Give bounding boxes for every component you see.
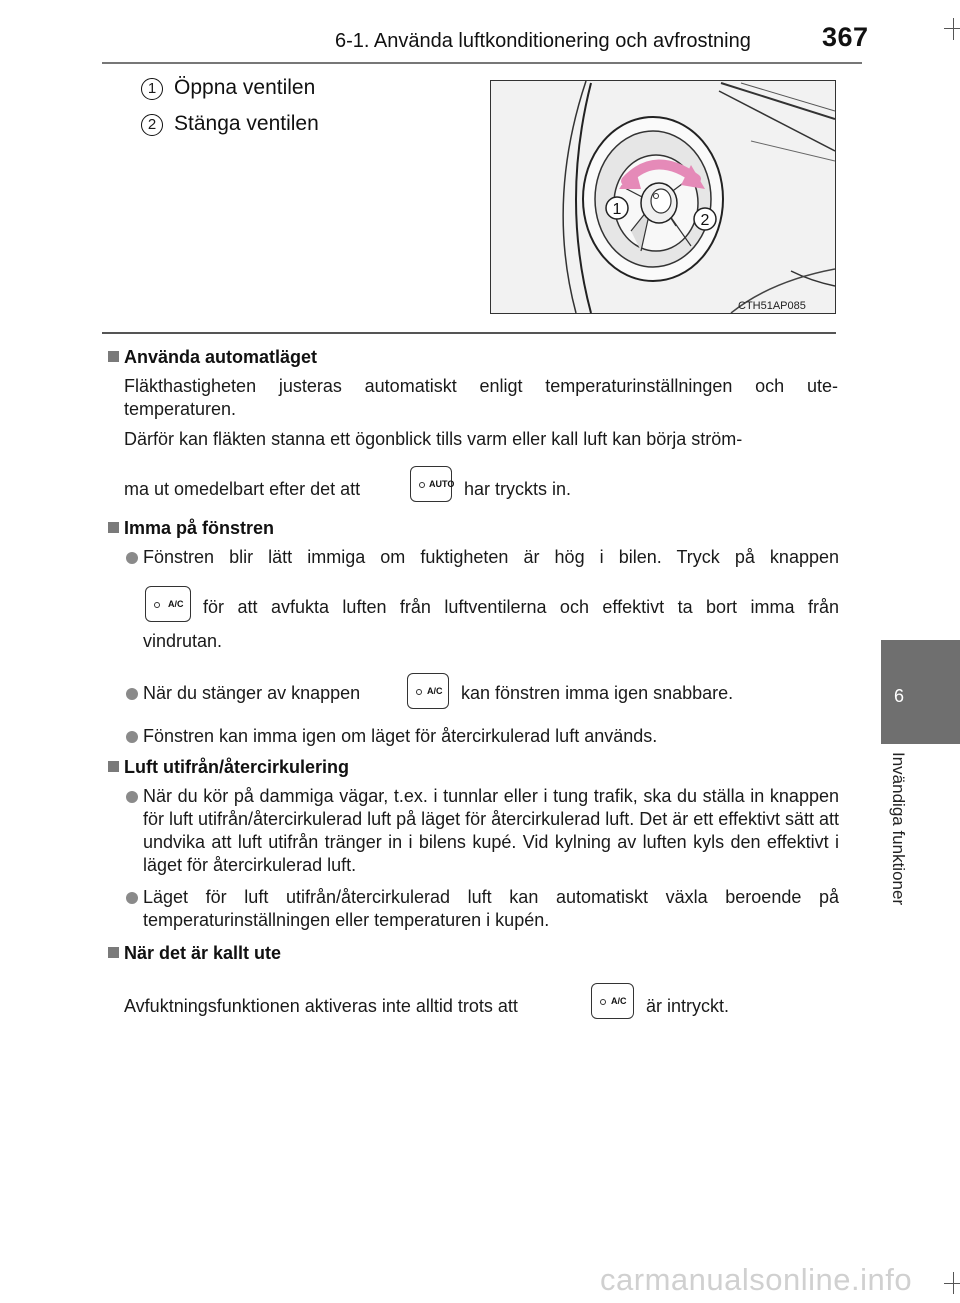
legend-close-vent: Stänga ventilen	[174, 112, 319, 135]
fog-bullet1-line3: vindrutan.	[143, 631, 223, 651]
square-bullet-icon	[108, 761, 119, 772]
crop-mark	[944, 1283, 960, 1284]
auto-button-icon: AUTO	[410, 466, 452, 502]
fog-bullet1-line2: för att avfukta luften från luftventilerna och effektivt ta bort imma från	[203, 597, 839, 617]
legend-badge-1: 1	[141, 78, 163, 100]
heading-fog: Imma på fönstren	[108, 518, 274, 539]
crop-mark	[953, 18, 954, 40]
section-title: 6-1. Använda luftkonditionering och avfrostning	[335, 30, 751, 52]
fog-bullet3-text: Fönstren kan imma igen om läget för återcirkulerad luft används.	[143, 726, 658, 746]
ac-button-icon: A/C	[407, 673, 449, 709]
recirc-bullet2-text: Läget för luft utifrån/återcirkulerad luft kan automatiskt växla beroende på temperaturinställningen eller temperaturen i kupén.	[143, 887, 839, 930]
vent-drawing	[491, 81, 835, 313]
recirc-bullet1-text: När du kör på dammiga vägar, t.ex. i tunnlar eller i tung trafik, ska du ställa in knappen för luft utifrån/återcirkulerad luft på läget för återcirkulerad luft. Det är ett effektivt sätt att undvika att luft utifrån tränger in i bilens kupé. Vid kylning av luften kyls den effektivt i läget för återcirkulerad luft.	[143, 786, 839, 875]
bullet-icon	[126, 731, 138, 743]
heading-auto-mode: Använda automatläget	[108, 347, 317, 368]
section-rule	[102, 332, 836, 334]
auto-mode-para2: Därför kan fläkten stanna ett ögonblick tills varm eller kall luft kan börja ström-	[124, 429, 743, 449]
square-bullet-icon	[108, 351, 119, 362]
header-rule	[102, 62, 862, 64]
figure-callout-1: 1	[612, 201, 622, 218]
legend-badge-2: 2	[141, 114, 163, 136]
auto-mode-para2-line2: ma ut omedelbart efter det att	[124, 479, 361, 499]
page-number: 367	[822, 22, 869, 52]
bullet-icon	[126, 688, 138, 700]
vent-illustration	[490, 80, 836, 314]
chapter-number: 6	[893, 686, 904, 706]
bullet-icon	[126, 552, 138, 564]
bullet-icon	[126, 791, 138, 803]
square-bullet-icon	[108, 947, 119, 958]
cold-text: Avfuktningsfunktionen aktiveras inte alltid trots att	[124, 996, 518, 1016]
fog-bullet1-line1: Fönstren blir lätt immiga om fuktigheten är hög i bilen. Tryck på knappen	[143, 547, 839, 567]
figure-callout-2: 2	[700, 212, 710, 229]
crop-mark	[944, 28, 960, 29]
indicator-led-icon	[154, 602, 160, 608]
bullet-icon	[126, 892, 138, 904]
ac-button-icon: A/C	[591, 983, 634, 1019]
chapter-title: Invändiga funktioner	[889, 752, 908, 906]
indicator-led-icon	[419, 482, 425, 488]
ac-button-icon: A/C	[145, 586, 191, 622]
fog-bullet2-text: När du stänger av knappen	[143, 683, 361, 703]
indicator-led-icon	[416, 689, 422, 695]
fog-bullet2-end: kan fönstren imma igen snabbare.	[461, 683, 734, 703]
auto-mode-para1: Fläkthastigheten justeras automatiskt enligt temperaturinställningen och ute-temperaturen.	[124, 376, 838, 419]
watermark: carmanualsonline.info	[600, 1262, 913, 1297]
legend-open-vent: Öppna ventilen	[174, 76, 316, 99]
crop-mark	[953, 1272, 954, 1294]
square-bullet-icon	[108, 522, 119, 533]
heading-recirculation: Luft utifrån/återcirkulering	[108, 757, 349, 778]
cold-text-end: är intryckt.	[646, 996, 730, 1016]
chapter-title-container	[886, 752, 916, 937]
heading-cold: När det är kallt ute	[108, 943, 281, 964]
figure-code: CTH51AP085	[738, 300, 806, 312]
auto-mode-para2-end: har tryckts in.	[464, 479, 572, 499]
indicator-led-icon	[600, 999, 606, 1005]
